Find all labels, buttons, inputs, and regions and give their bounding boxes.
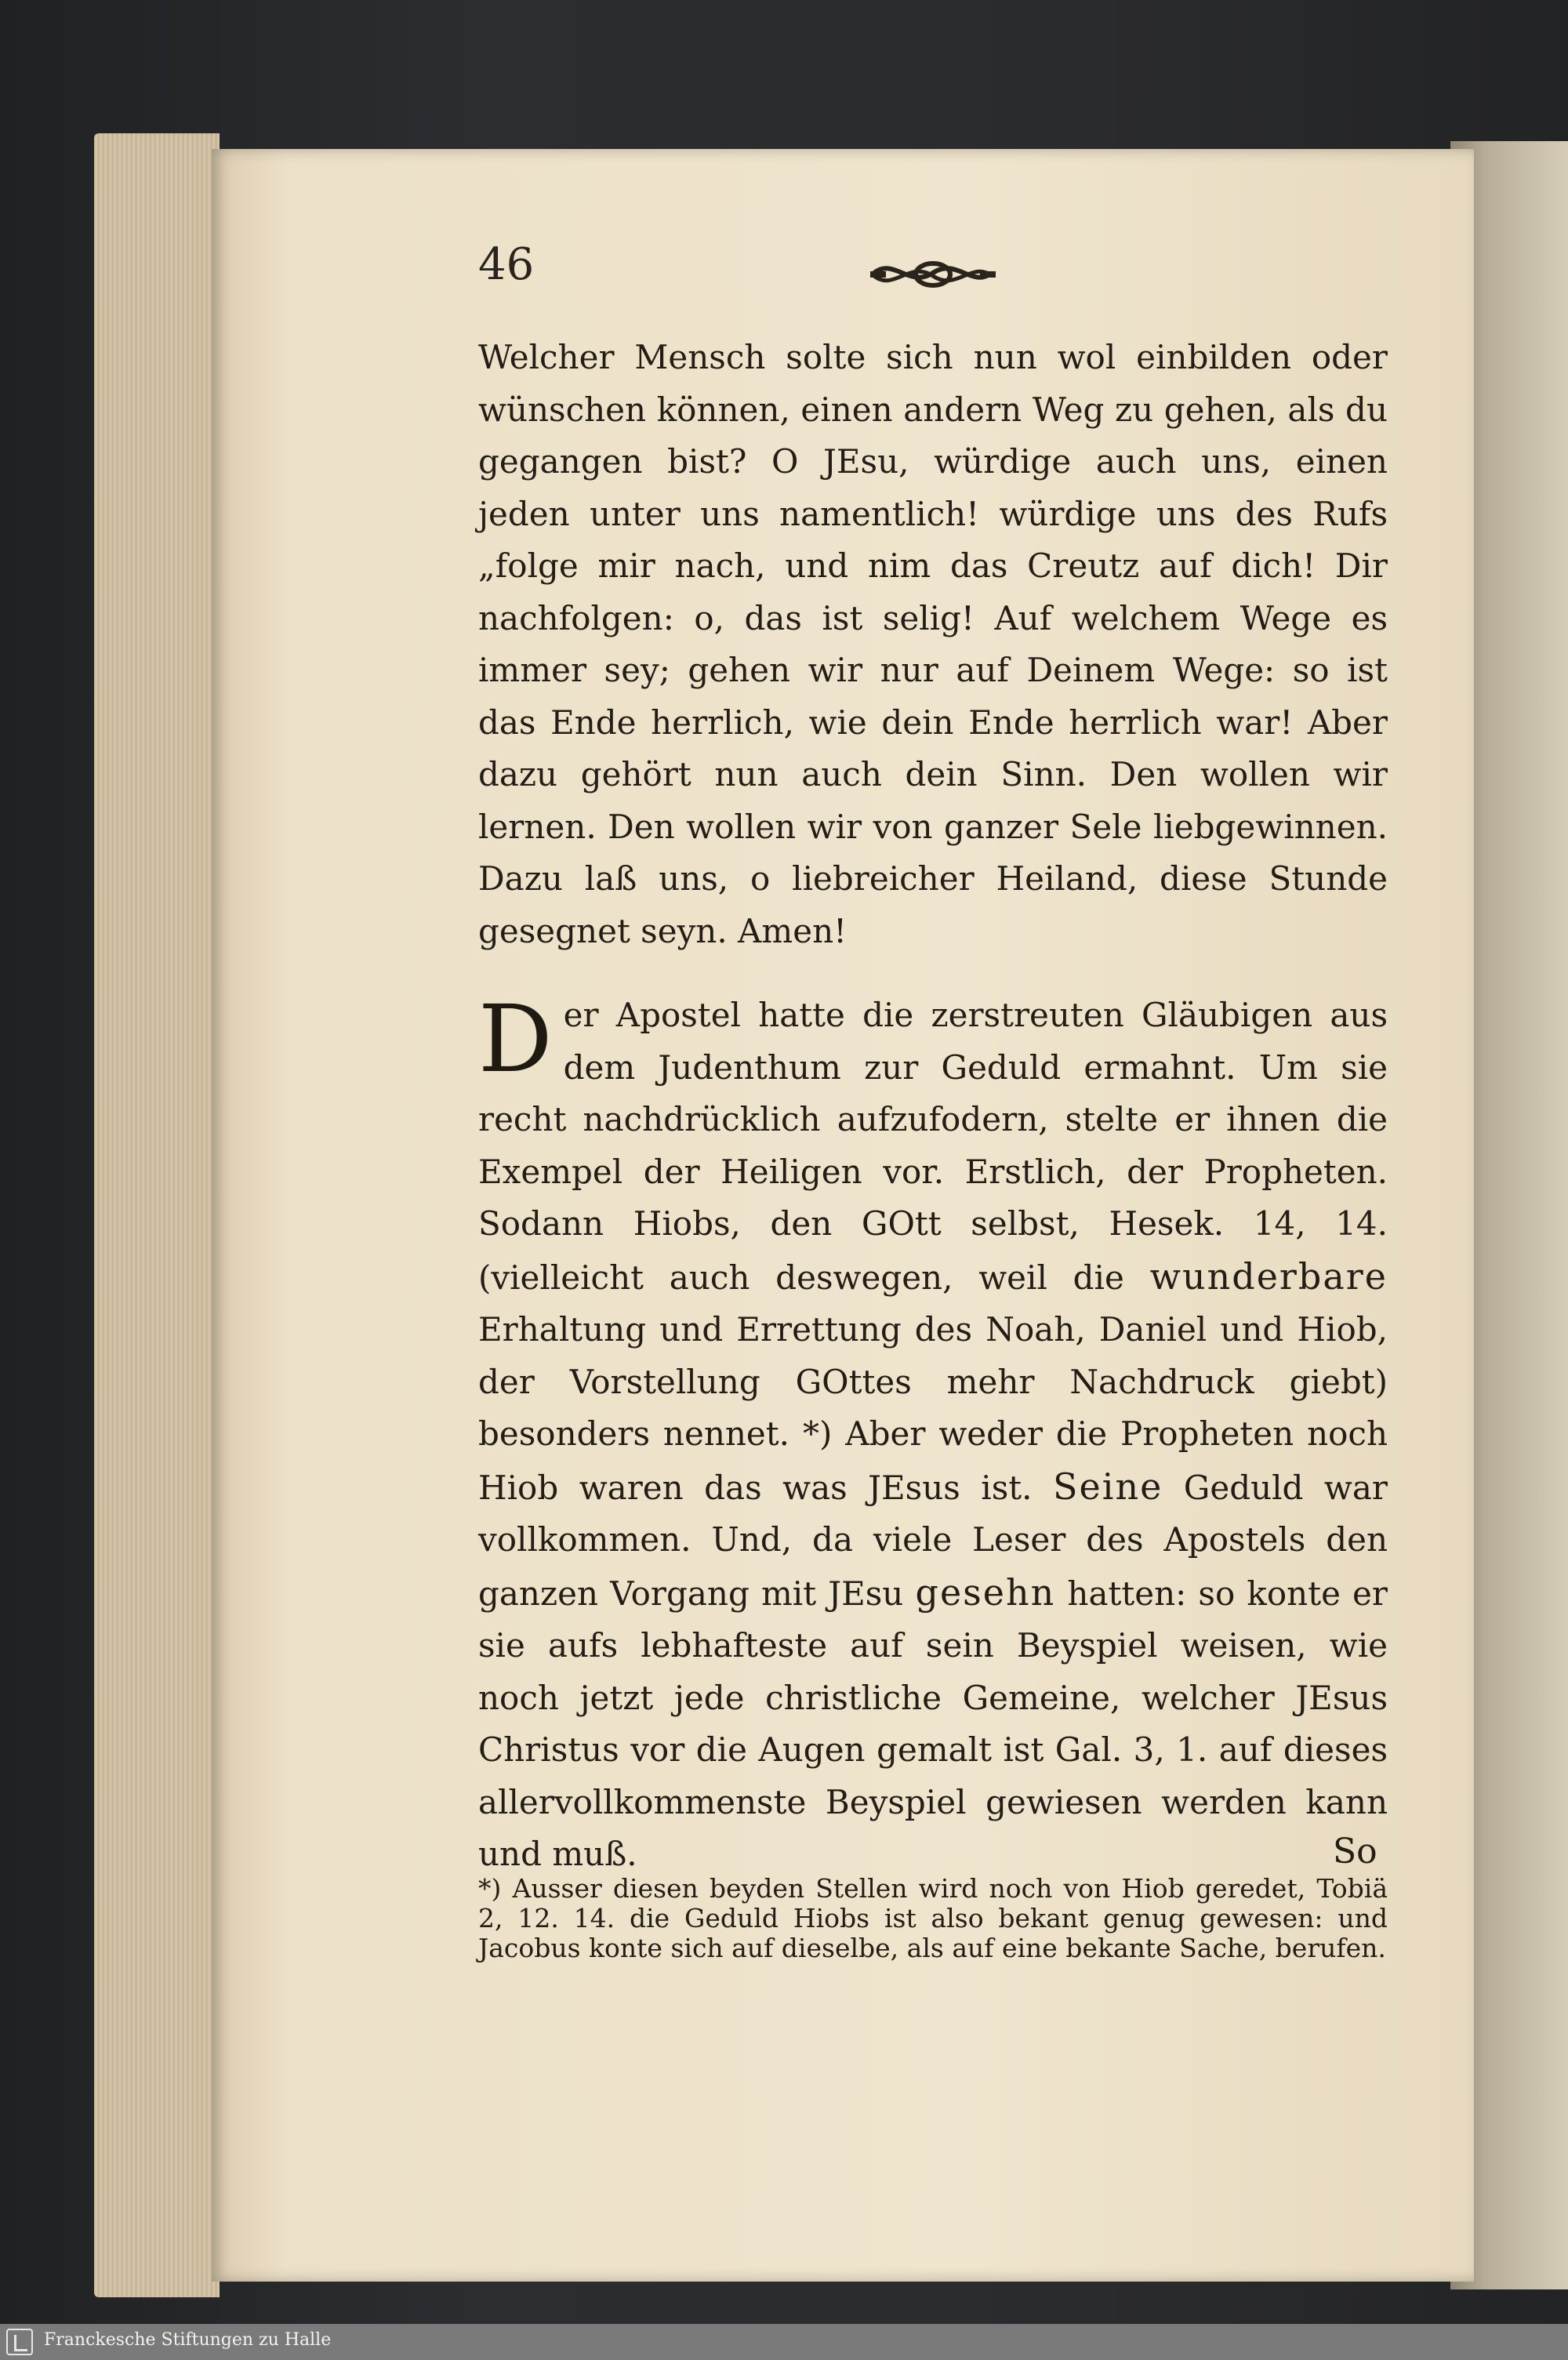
library-logo-icon bbox=[6, 2329, 33, 2355]
footnote: *) Ausser diesen beyden Stellen wird noch von Hiob geredet, Tobiä 2, 12. 14. die Geduld Hiobs ist also bekant genug gewesen: und Jacobus konte sich auf dieselbe, als auf eine bekante Sache, berufen. bbox=[478, 1873, 1388, 1963]
main-text-part1: er Apostel hatte die zerstreuten Gläubigen aus dem Judenthum zur Geduld ermahnt. Um sie recht nachdrücklich aufzufodern, stelte er ihnen die Exempel der Heiligen vor. Erstlich, der Propheten. Sodann Hiobs, den GOtt selbst, Hesek. 14, 14. (vielleicht auch deswegen, weil die bbox=[478, 996, 1388, 1297]
page-number: 46 bbox=[478, 239, 535, 290]
intro-paragraph: Welcher Mensch solte sich nun wol einbilden oder wünschen können, einen andern Weg zu gehen, als du gegangen bist? O JEsu, würdige auch uns, einen jeden unter uns namentlich! würdige uns des Rufs „folge mir nach, und nim das Creutz auf dich! Dir nachfolgen: o, das ist selig! Auf welchem Wege es immer sey; gehen wir nur auf Deinem Wege: so ist das Ende herrlich, wie dein Ende herrlich war! Aber dazu gehört nun auch dein Sinn. Den wollen wir lernen. Den wollen wir von ganzer Sele liebgewinnen. Dazu laß uns, o liebreicher Heiland, diese Stunde gesegnet seyn. Amen! bbox=[478, 338, 1388, 950]
main-paragraph bbox=[478, 985, 1388, 1873]
book-page-edges bbox=[94, 133, 220, 2297]
main-text-part3: Geduld war vollkommen. Und, da viele Leser des Apostels den ganzen Vorgang mit JEsu bbox=[478, 1468, 1388, 1613]
emphasized-word-gesehn: gesehn bbox=[915, 1570, 1056, 1614]
footer-credit: Franckesche Stiftungen zu Halle bbox=[44, 2330, 332, 2350]
footer-bar bbox=[0, 2324, 1568, 2360]
main-text-part2: Erhaltung und Errettung des Noah, Daniel und Hiob, der Vorstellung GOttes mehr Nachdruck giebt) besonders nennet. *) Aber weder die Propheten noch Hiob waren das was JEsus ist. bbox=[478, 1310, 1388, 1507]
emphasized-word-seine: Seine bbox=[1053, 1465, 1163, 1508]
drop-cap: D bbox=[478, 985, 553, 1093]
catchword: So bbox=[1333, 1832, 1377, 1872]
emphasized-word-wunderbare: wunderbare bbox=[1149, 1254, 1388, 1298]
decorative-knot-ornament-icon bbox=[870, 249, 996, 296]
main-text-part4: hatten: so konte er sie aufs lebhafteste auf sein Beyspiel weisen, wie noch jetzt jede christliche Gemeine, welcher JEsus Christus vor die Augen gemalt ist Gal. 3, 1. auf dieses allervollkommenste Beyspiel gewiesen werden kann und muß. bbox=[478, 1574, 1388, 1873]
